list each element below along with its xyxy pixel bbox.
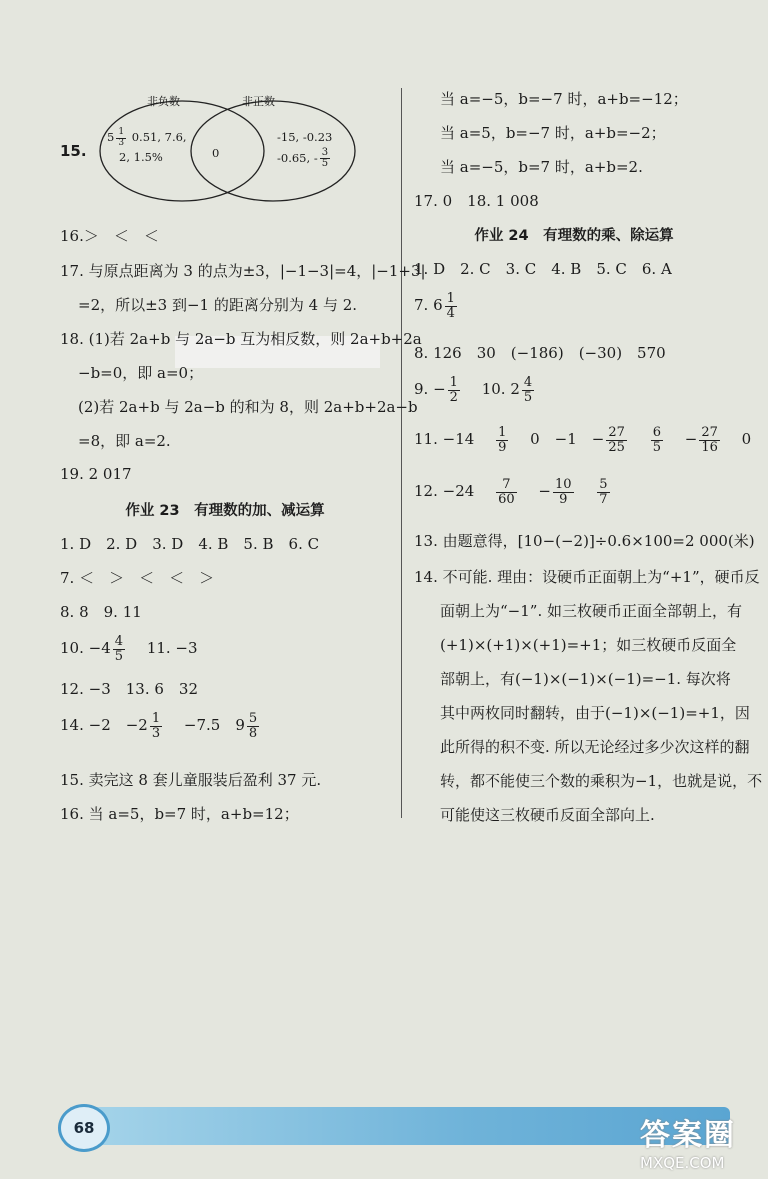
q15-number: 15. <box>60 142 87 160</box>
q19: 19. 2 017 <box>60 465 132 483</box>
s24-q7-fraction: $\frac{1}{4}$ <box>446 291 455 321</box>
s24-q9-fraction: $\frac{1}{2}$ <box>449 375 458 405</box>
s24-q1-6: 1. D 2. C 3. C 4. B 5. C 6. A <box>414 260 672 278</box>
s23-q10-label: 10. −4 <box>60 639 111 658</box>
s23-q10-fraction: $\frac{4}{5}$ <box>114 634 124 664</box>
footer-bar <box>70 1107 730 1145</box>
s24-q7 <box>414 292 459 320</box>
s24-q10-fraction: $\frac{4}{5}$ <box>523 375 533 405</box>
venn-fraction: $\frac{3}{5}$ <box>321 146 329 170</box>
s23-q15: 15. 卖完这 8 套儿童服装后盈利 37 元. <box>60 771 322 789</box>
q17-line1: 17. 与原点距离为 3 的点为±3，|−1−3|=4，|−1+3| <box>60 262 426 280</box>
s24-q8: 8. 126 30 (−186) (−30) 570 <box>414 344 666 362</box>
venn-label-nonpositive: 非正数 <box>242 95 275 108</box>
s24-q12-fraction-2: $\frac{10}{9}$ <box>554 477 572 507</box>
s24-q11 <box>414 426 751 454</box>
s23-q14-fraction-1: $\frac{1}{3}$ <box>151 711 161 741</box>
q18-line1: 18. (1)若 2a+b 与 2a−b 互为相反数，则 2a+b+2a <box>60 330 422 348</box>
q17-line2: =2，所以±3 到−1 的距离分别为 4 与 2. <box>78 296 358 314</box>
s24-q12 <box>414 478 612 506</box>
mixed-whole: 5 <box>107 130 115 144</box>
q18-line4: =8，即 a=2. <box>78 432 171 450</box>
s24-q12-part-b: − <box>538 482 551 501</box>
s24-q7-label: 7. 6 <box>414 296 443 315</box>
s23-q8-9: 8. 8 9. 11 <box>60 603 142 621</box>
frac-sign: - <box>313 150 318 165</box>
s24-q11-part-a: 11. −14 <box>414 430 475 449</box>
venn-diagram <box>85 86 405 216</box>
s24-q14-line6: 此所得的积不变. 所以无论经过多少次这样的翻 <box>440 738 750 756</box>
watermark-title: 答案圈 <box>640 1118 736 1153</box>
s24-q14-line8: 可能使这三枚硬币反面全部向上. <box>440 806 655 824</box>
s24-q9-10 <box>414 376 536 404</box>
s23-q14 <box>60 712 261 740</box>
r-q17-18: 17. 0 18. 1 008 <box>414 192 539 210</box>
s24-q14-line7: 转，都不能使三个数的乘积为−1，也就是说，不 <box>440 772 763 790</box>
s24-q14-line2: 面朝上为“−1”. 如三枚硬币正面全部朝上，有 <box>440 602 742 620</box>
s23-q7: 7. ＜ ＞ ＜ ＜ ＞ <box>60 569 215 587</box>
s23-q10-11 <box>60 635 198 663</box>
section-24-title: 作业 24 有理数的乘、除运算 <box>474 228 674 244</box>
s23-q12-13: 12. −3 13. 6 32 <box>60 680 198 698</box>
mixed-fraction: $\frac{1}{3}$ <box>118 127 125 148</box>
s23-q16: 16. 当 a=5，b=7 时，a+b=12； <box>60 805 299 823</box>
venn-right-items-a: -15, -0.23 <box>277 130 333 144</box>
venn-center: 0 <box>212 146 220 160</box>
venn-right-items-b: -0.65, <box>277 150 311 165</box>
q18-line3: (2)若 2a+b 与 2a−b 的和为 8，则 2a+b+2a−b <box>78 398 418 416</box>
venn-right-set <box>277 128 332 170</box>
page-number: 68 <box>58 1104 110 1152</box>
s24-q12-fraction-1: $\frac{7}{60}$ <box>498 477 515 507</box>
r-case-1: 当 a=−5，b=−7 时，a+b=−12； <box>440 90 688 108</box>
watermark-url: MXQE.COM <box>640 1154 725 1172</box>
s23-q14-fraction-2: $\frac{5}{8}$ <box>248 711 258 741</box>
s23-q14-part-b: −7.5 9 <box>183 716 245 735</box>
s24-q14-line1: 14. 不可能. 理由：设硬币正面朝上为“+1”，硬币反 <box>414 568 760 586</box>
s24-q12-part-a: 12. −24 <box>414 482 475 501</box>
q18-line2: −b=0，即 a=0； <box>78 364 204 382</box>
s24-q14-line3: (+1)×(+1)×(+1)=+1；如三枚硬币反面全 <box>440 636 737 654</box>
q16: 16.＞ ＜ ＜ <box>60 227 159 245</box>
s24-q11-fraction-4: $\frac{27}{16}$ <box>701 425 718 455</box>
s24-q11-part-b: 0 −1 − <box>530 430 605 449</box>
watermark-logo <box>640 1110 760 1176</box>
s24-q11-part-d: 0 <box>741 430 752 449</box>
s24-q11-part-c: − <box>684 430 698 449</box>
s24-q11-fraction-1: $\frac{1}{9}$ <box>498 425 507 455</box>
s24-q14-line4: 部朝上，有(−1)×(−1)×(−1)=−1. 每次将 <box>440 670 731 688</box>
s23-q14-part-a: 14. −2 −2 <box>60 716 148 735</box>
venn-label-nonnegative: 非负数 <box>147 95 180 108</box>
s24-q11-fraction-3: $\frac{6}{5}$ <box>652 425 661 455</box>
s24-q9-label: 9. − <box>414 380 446 399</box>
s24-q14-line5: 其中两枚同时翻转，由于(−1)×(−1)=+1，因 <box>440 704 750 722</box>
venn-left-items-a: 0.51, 7.6, <box>131 130 187 144</box>
s24-q12-fraction-3: $\frac{5}{7}$ <box>599 477 608 507</box>
s24-q13: 13. 由题意得，[10−(−2)]÷0.6×100=2 000(米) <box>414 532 755 550</box>
venn-left-items-b: 2, 1.5% <box>119 149 163 164</box>
venn-left-set <box>107 128 187 167</box>
section-23-title: 作业 23 有理数的加、减运算 <box>125 503 325 519</box>
s24-q11-fraction-2: $\frac{27}{25}$ <box>608 425 625 455</box>
r-case-3: 当 a=−5，b=7 时，a+b=2. <box>440 158 643 176</box>
r-case-2: 当 a=5，b=−7 时，a+b=−2； <box>440 124 666 142</box>
s23-q11: 11. −3 <box>146 639 198 658</box>
s23-q1-6: 1. D 2. D 3. D 4. B 5. B 6. C <box>60 535 320 553</box>
s24-q10-label: 10. 2 <box>481 380 520 399</box>
